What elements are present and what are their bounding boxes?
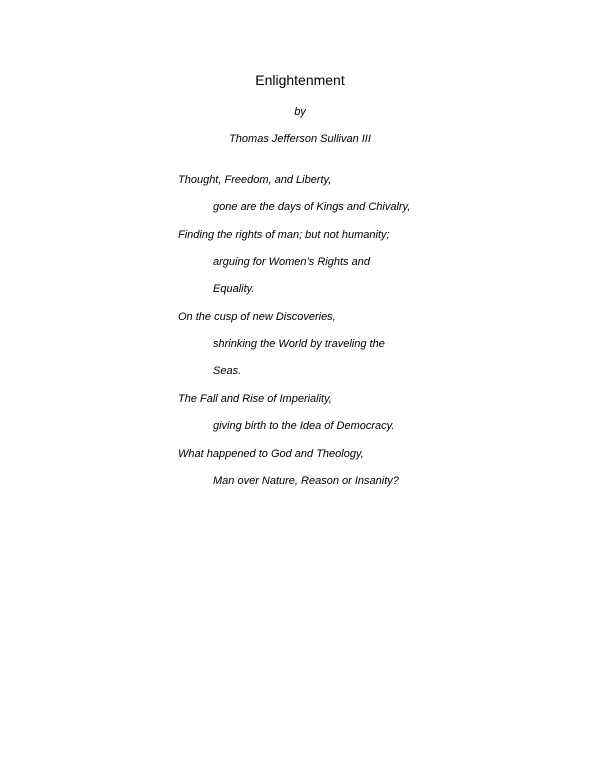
poem-line-3: Finding the rights of man; but not humanity;: [178, 229, 390, 241]
byline-by: by: [294, 106, 306, 118]
poem-line-6: On the cusp of new Discoveries,: [178, 311, 336, 323]
poem-line-10: giving birth to the Idea of Democracy.: [213, 420, 395, 432]
poem-line-2: gone are the days of Kings and Chivalry,: [213, 201, 411, 213]
poem-line-8: Seas.: [213, 365, 242, 377]
poem-title: Enlightenment: [255, 72, 345, 88]
poem-line-4: arguing for Women’s Rights and: [213, 256, 370, 268]
poem-line-11: What happened to God and Theology,: [178, 448, 364, 460]
author-name: Thomas Jefferson Sullivan III: [229, 133, 371, 145]
poem-line-7: shrinking the World by traveling the: [213, 338, 385, 350]
poem-line-5: Equality.: [213, 283, 255, 295]
poem-line-12: Man over Nature, Reason or Insanity?: [213, 475, 399, 487]
poem-line-1: Thought, Freedom, and Liberty,: [178, 174, 332, 186]
poem-line-9: The Fall and Rise of Imperiality,: [178, 393, 332, 405]
